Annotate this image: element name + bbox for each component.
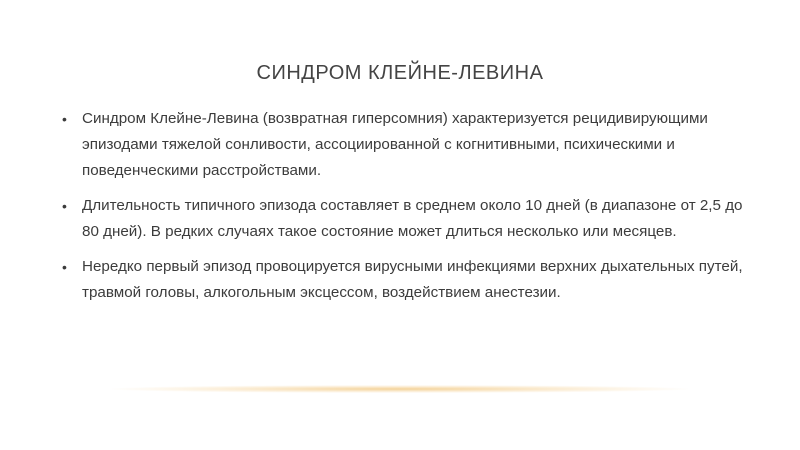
slide-title: СИНДРОМ КЛЕЙНЕ-ЛЕВИНА	[256, 62, 544, 84]
decorative-divider	[112, 385, 688, 393]
bullet-marker: •	[62, 111, 67, 127]
bullet-marker: •	[62, 198, 67, 214]
bullet-list	[62, 106, 752, 315]
list-item	[62, 193, 752, 245]
list-item	[62, 254, 752, 306]
bullet-text: Нередко первый эпизод провоцируется вирусными инфекциями верхних дыхательных путей, травмой головы, алкогольным эксцессом, воздействием анестезии.	[82, 258, 743, 301]
bullet-text: Синдром Клейне-Левина (возвратная гиперсомния) характеризуется рецидивирующими эпизодами тяжелой сонливости, ассоциированной с когнитивными, психическими и поведенческими расстройствами.	[82, 110, 708, 179]
list-item	[62, 106, 752, 184]
bullet-text: Длительность типичного эпизода составляет в среднем около 10 дней (в диапазоне от 2,5 до 80 дней). В редких случаях такое состояние может длиться несколько или месяцев.	[82, 197, 743, 240]
bullet-marker: •	[62, 259, 67, 275]
